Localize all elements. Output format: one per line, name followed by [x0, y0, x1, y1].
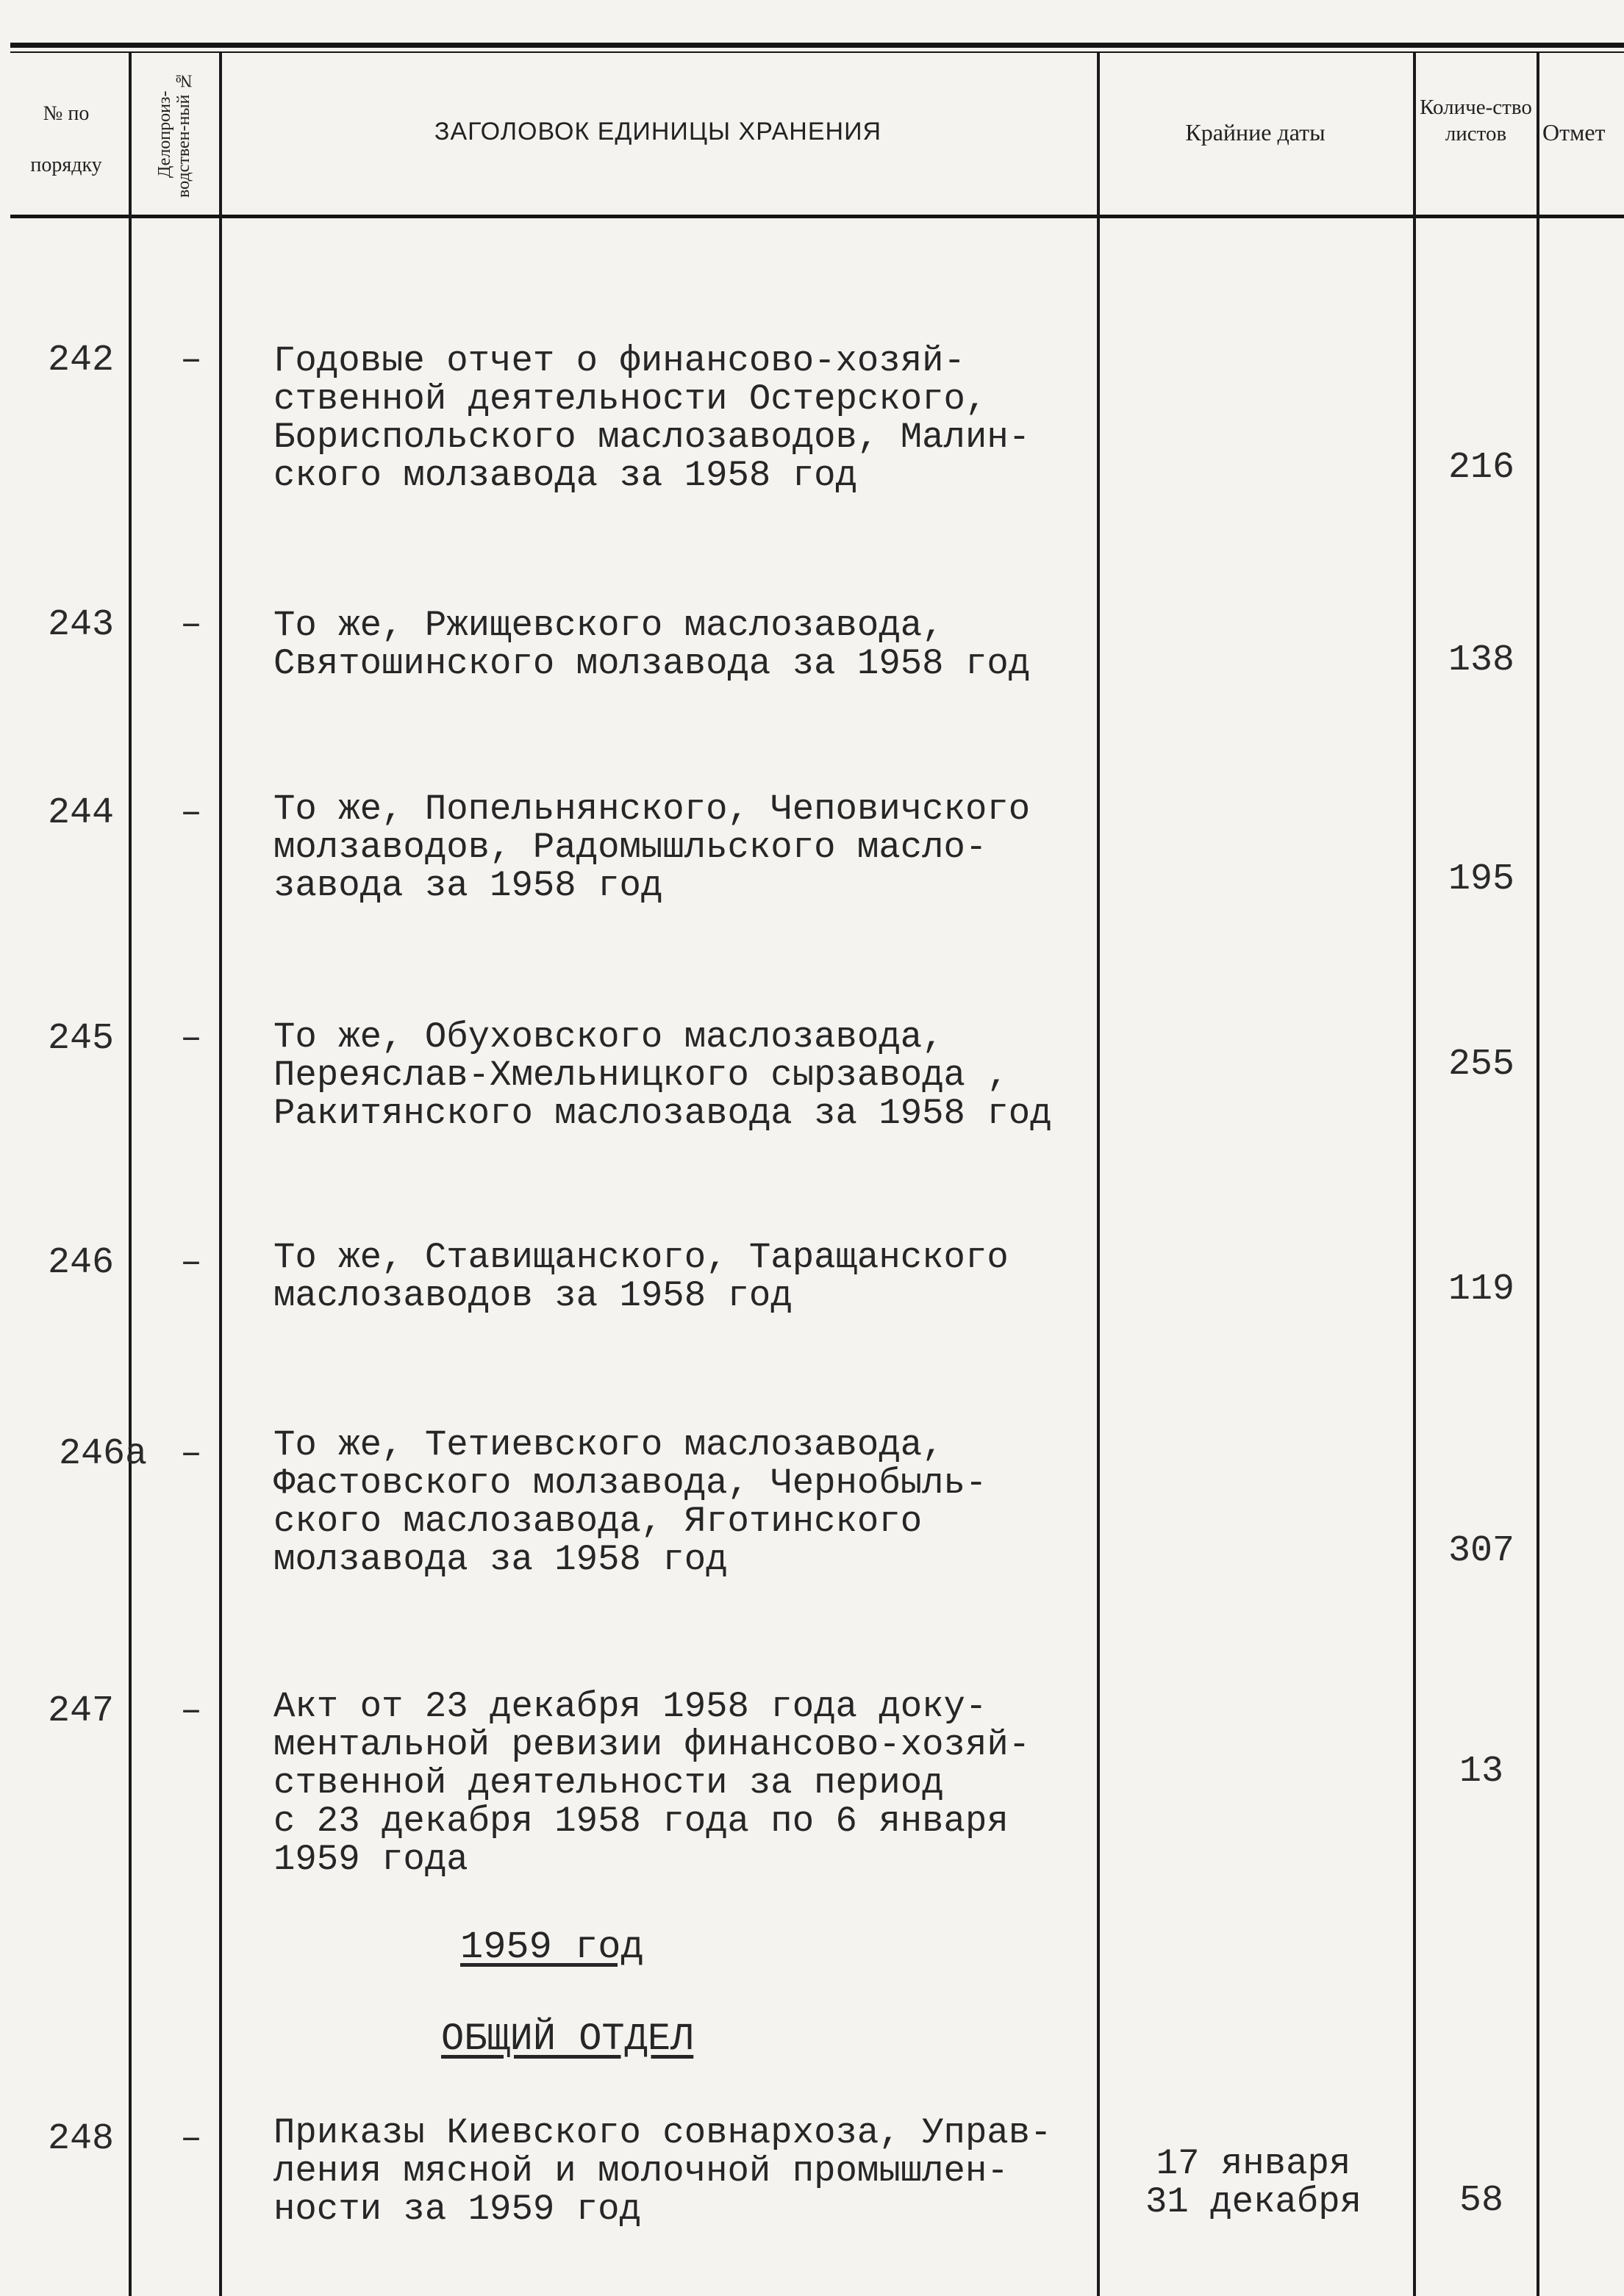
row-sheets: 119 [1448, 1269, 1514, 1310]
section-year: 1959 год [460, 1926, 644, 1969]
header-bottom-rule [10, 215, 1624, 218]
row-sheets: 58 [1459, 2180, 1503, 2222]
column-divider-1 [129, 53, 132, 2296]
row-title: То же, Ставищанского, Таращанского маслозаводов за 1958 год [273, 1237, 1009, 1316]
header-notes: Отмет [1542, 119, 1606, 146]
header-sheets: Количе-ство листов [1420, 96, 1532, 146]
top-rule [10, 43, 1624, 48]
row-title: Приказы Киевского совнархоза, Управ- ления мясной и молочной промышлен- ности за 1959 год [273, 2112, 1052, 2230]
section-department: ОБЩИЙ ОТДЕЛ [441, 2017, 694, 2061]
column-divider-5 [1537, 53, 1539, 2296]
row-sheets: 195 [1448, 858, 1514, 900]
row-office-number: – [179, 340, 202, 381]
row-dates: 17 января 31 декабря [1145, 2143, 1362, 2223]
row-number: 246а [58, 1433, 147, 1475]
row-title: Акт от 23 декабря 1958 года доку- ментальной ревизии финансово-хозяй- ственной деятельности за период с 23 декабря 1958 года по 6 января 1959 года [273, 1686, 1031, 1880]
header-title: ЗАГОЛОВОК ЕДИНИЦЫ ХРАНЕНИЯ [434, 118, 882, 146]
row-sheets: 13 [1459, 1751, 1503, 1793]
row-sheets: 255 [1448, 1044, 1514, 1086]
row-office-number: – [179, 1018, 202, 1060]
row-title: То же, Тетиевского маслозавода, Фастовского молзавода, Чернобыль- ского маслозавода, Яготинского молзавода за 1958 год [273, 1424, 987, 1580]
row-office-number: – [179, 792, 202, 834]
row-title: Годовые отчет о финансово-хозяй- ственной деятельности Остерского, Бориспольского маслозаводов, Малин- ского молзавода за 1958 год [273, 340, 1031, 496]
row-title: То же, Попельнянского, Чеповичского молзаводов, Радомышльского масло- завода за 1958 год [273, 789, 1031, 906]
header-number: № по порядку [30, 102, 102, 176]
top-rule-thin [10, 51, 1624, 53]
row-number: 245 [47, 1018, 114, 1060]
row-sheets: 138 [1448, 639, 1514, 681]
row-sheets: 216 [1448, 447, 1514, 489]
row-office-number: – [179, 1433, 202, 1475]
row-number: 248 [47, 2118, 114, 2160]
column-divider-3 [1097, 53, 1100, 2296]
row-number: 244 [47, 792, 114, 834]
row-office-number: – [179, 1242, 202, 1284]
column-divider-4 [1413, 53, 1416, 2296]
row-number: 242 [47, 340, 114, 381]
row-sheets: 307 [1448, 1530, 1514, 1572]
row-number: 243 [47, 604, 114, 646]
header-office-number: Делопроиз-водствен-ный № [155, 71, 193, 198]
row-office-number: – [179, 1690, 202, 1732]
row-title: То же, Обуховского маслозавода, Переяслав-Хмельницкого сырзавода , Ракитянского маслозавода за 1958 год [273, 1016, 1052, 1134]
row-office-number: – [179, 604, 202, 646]
header-dates: Крайние даты [1185, 119, 1326, 146]
row-office-number: – [179, 2118, 202, 2160]
column-divider-2 [219, 53, 222, 2296]
row-number: 247 [47, 1690, 114, 1732]
row-title: То же, Ржищевского маслозавода, Святошинского молзавода за 1958 год [273, 605, 1031, 684]
row-number: 246 [47, 1242, 114, 1284]
